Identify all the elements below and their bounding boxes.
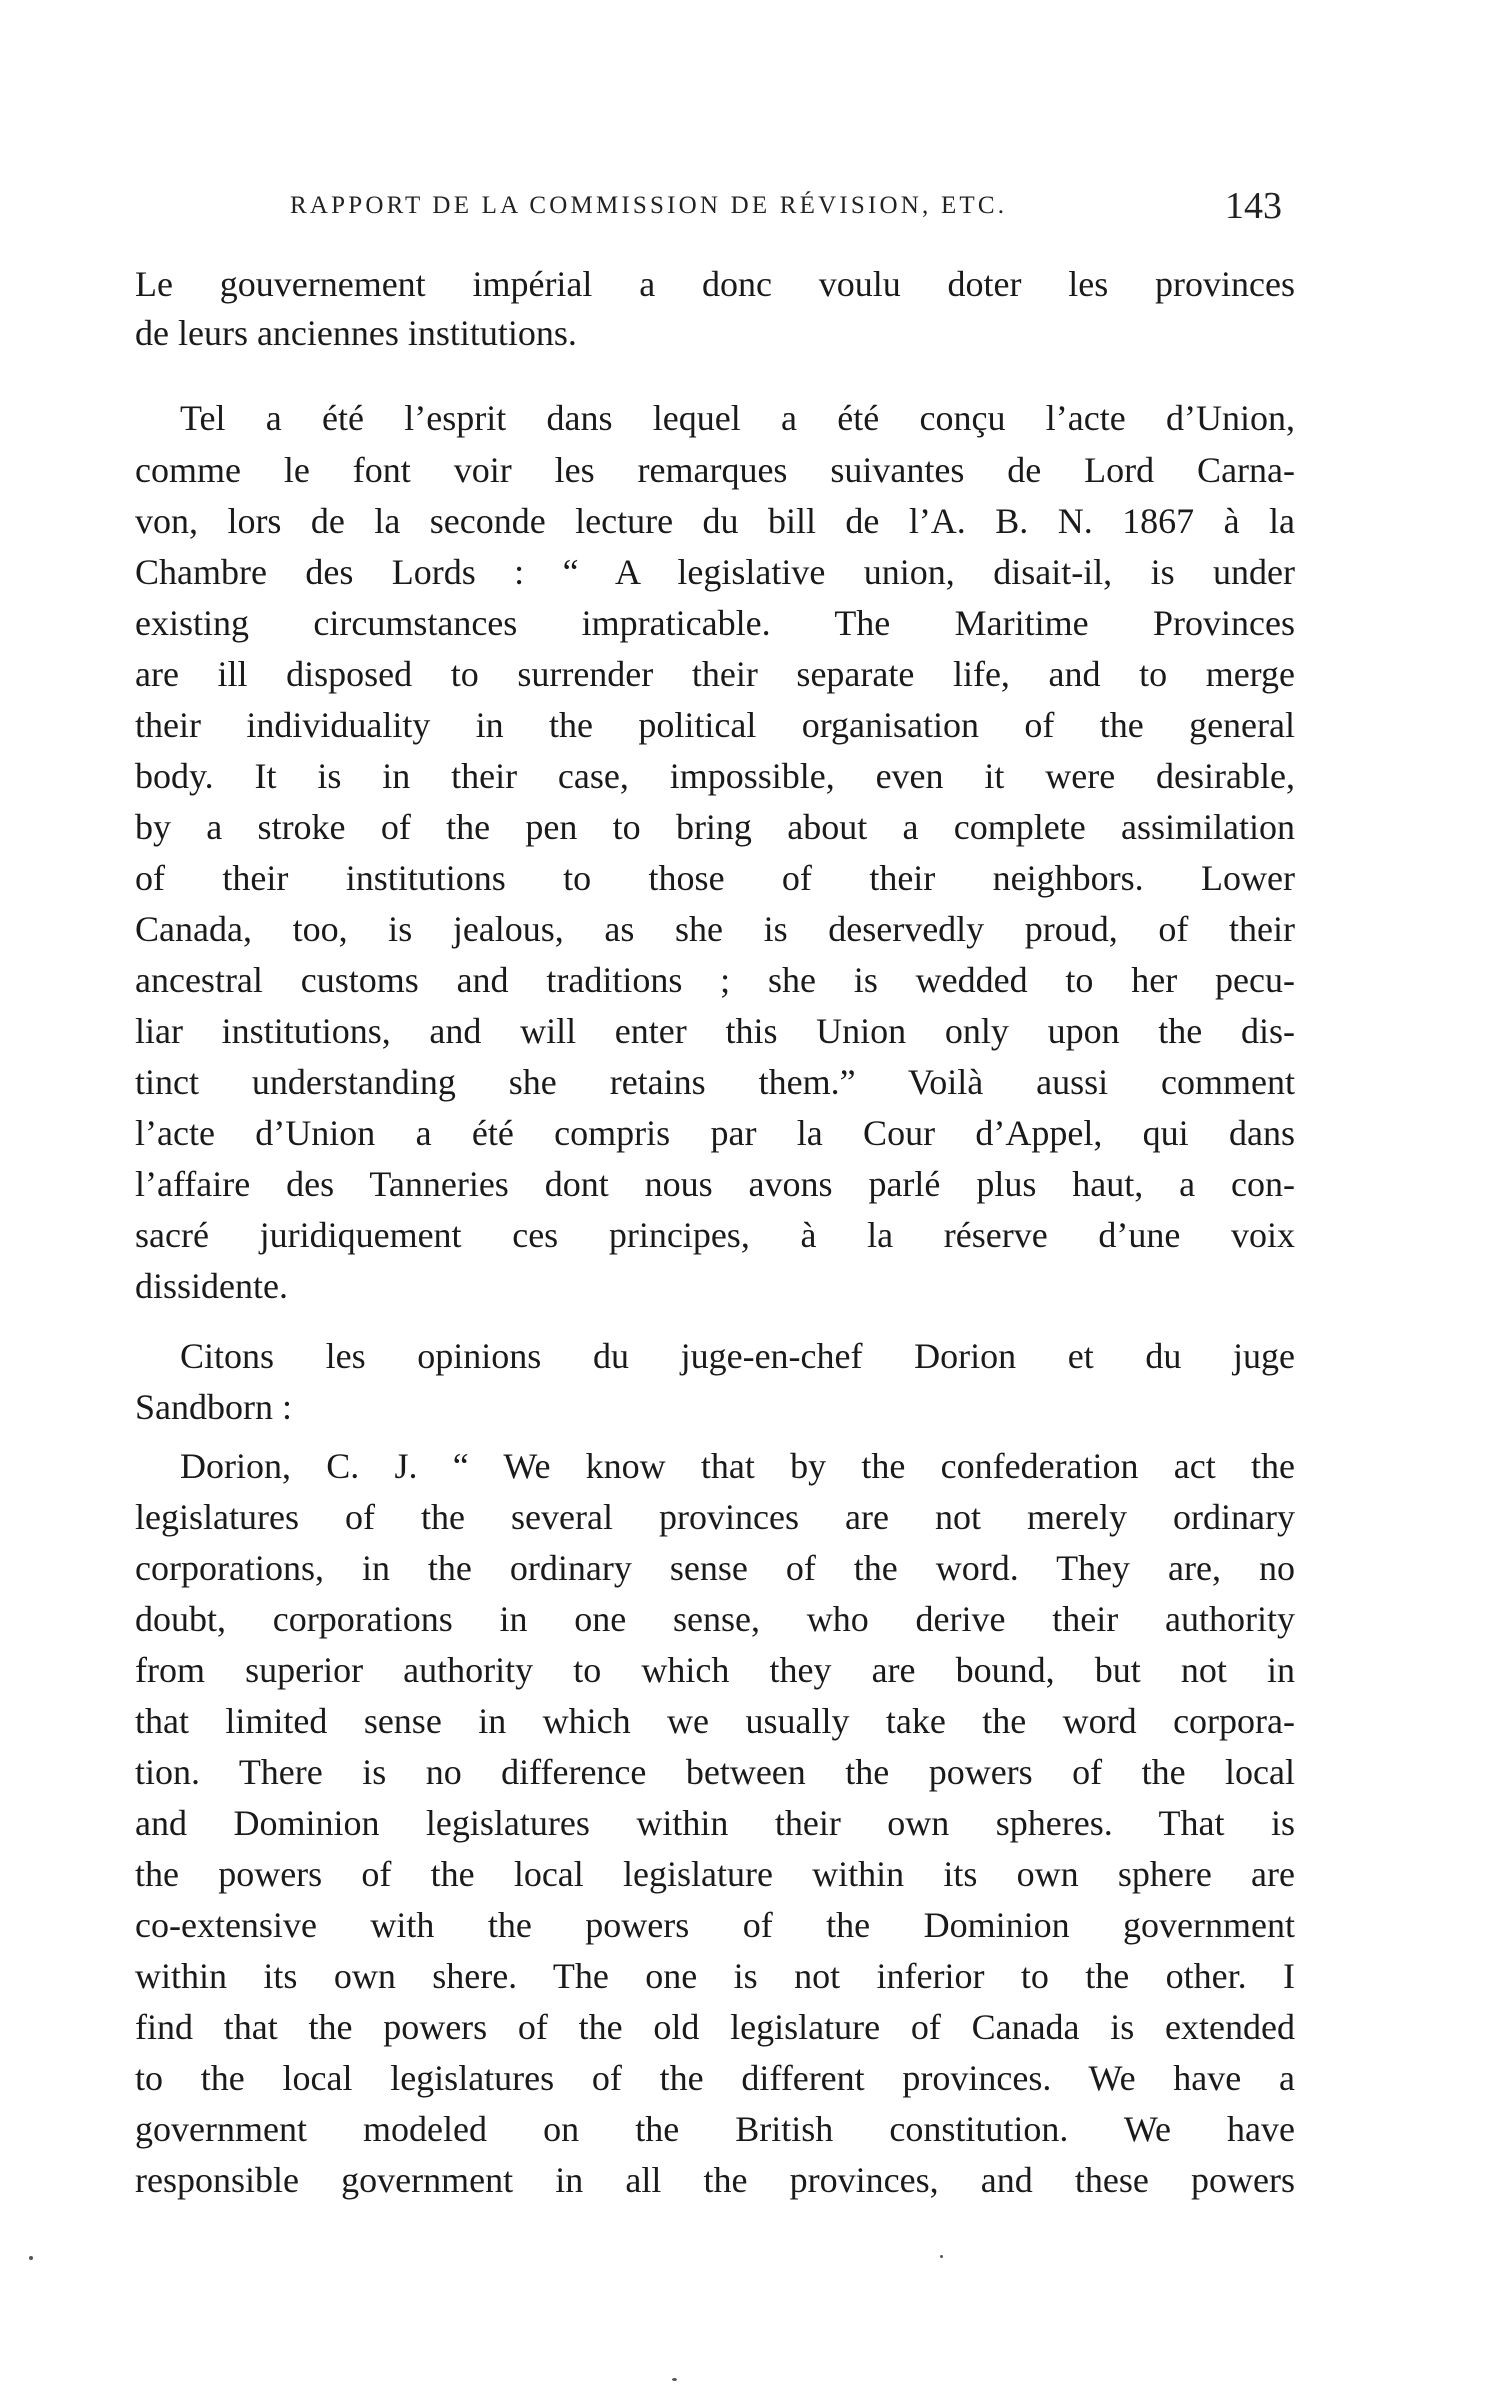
text-line: of their institutions to those of their neighbors. Lower bbox=[135, 858, 1295, 898]
text-line: the powers of the local legislature within its own sphere are bbox=[135, 1854, 1295, 1894]
text-line: tion. There is no difference between the powers of the local bbox=[135, 1752, 1295, 1792]
text-line: dissidente. bbox=[135, 1266, 288, 1306]
text-line: and Dominion legislatures within their own spheres. That is bbox=[135, 1803, 1295, 1843]
text-line: co-extensive with the powers of the Dominion government bbox=[135, 1905, 1295, 1945]
text-line: de leurs anciennes institutions. bbox=[135, 313, 577, 353]
text-line: Dorion, C. J. “ We know that by the confederation act the bbox=[180, 1446, 1295, 1486]
text-line: comme le font voir les remarques suivantes de Lord Carna- bbox=[135, 450, 1295, 490]
scan-speck bbox=[672, 2378, 677, 2381]
text-line: l’acte d’Union a été compris par la Cour d’Appel, qui dans bbox=[135, 1113, 1295, 1153]
text-line: Le gouvernement impérial a donc voulu doter les provinces bbox=[135, 264, 1295, 304]
text-line: sacré juridiquement ces principes, à la réserve d’une voix bbox=[135, 1215, 1295, 1255]
text-line: by a stroke of the pen to bring about a complete assimilation bbox=[135, 807, 1295, 847]
text-line: Citons les opinions du juge-en-chef Dorion et du juge bbox=[180, 1336, 1295, 1376]
text-line: existing circumstances impraticable. The Maritime Provinces bbox=[135, 603, 1295, 643]
text-line: that limited sense in which we usually take the word corpora- bbox=[135, 1701, 1295, 1741]
text-line: from superior authority to which they are bound, but not in bbox=[135, 1650, 1295, 1690]
scan-speck bbox=[29, 2256, 33, 2260]
text-line: Sandborn : bbox=[135, 1387, 292, 1427]
text-line: liar institutions, and will enter this Union only upon the dis- bbox=[135, 1011, 1295, 1051]
text-line: von, lors de la seconde lecture du bill de l’A. B. N. 1867 à la bbox=[135, 501, 1295, 541]
text-line: corporations, in the ordinary sense of the word. They are, no bbox=[135, 1548, 1295, 1588]
text-line: responsible government in all the provinces, and these powers bbox=[135, 2160, 1295, 2200]
text-line: Tel a été l’esprit dans lequel a été conçu l’acte d’Union, bbox=[180, 398, 1295, 438]
text-line: Chambre des Lords : “ A legislative union, disait-il, is under bbox=[135, 552, 1295, 592]
text-line: are ill disposed to surrender their separate life, and to merge bbox=[135, 654, 1295, 694]
text-line: to the local legislatures of the different provinces. We have a bbox=[135, 2058, 1295, 2098]
page-number: 143 bbox=[1225, 185, 1282, 227]
text-line: tinct understanding she retains them.” Voilà aussi comment bbox=[135, 1062, 1295, 1102]
text-line: l’affaire des Tanneries dont nous avons parlé plus haut, a con- bbox=[135, 1164, 1295, 1204]
text-line: ancestral customs and traditions ; she is wedded to her pecu- bbox=[135, 960, 1295, 1000]
text-line: doubt, corporations in one sense, who derive their authority bbox=[135, 1599, 1295, 1639]
text-line: within its own shere. The one is not inferior to the other. I bbox=[135, 1956, 1295, 1996]
text-line: their individuality in the political organisation of the general bbox=[135, 705, 1295, 745]
text-line: government modeled on the British constitution. We have bbox=[135, 2109, 1295, 2149]
text-line: legislatures of the several provinces are not merely ordinary bbox=[135, 1497, 1295, 1537]
scan-speck bbox=[940, 2255, 943, 2258]
text-line: body. It is in their case, impossible, even it were desirable, bbox=[135, 756, 1295, 796]
text-line: find that the powers of the old legislature of Canada is extended bbox=[135, 2007, 1295, 2047]
running-header: RAPPORT DE LA COMMISSION DE RÉVISION, ETC. bbox=[290, 192, 1008, 219]
text-line: Canada, too, is jealous, as she is deservedly proud, of their bbox=[135, 909, 1295, 949]
